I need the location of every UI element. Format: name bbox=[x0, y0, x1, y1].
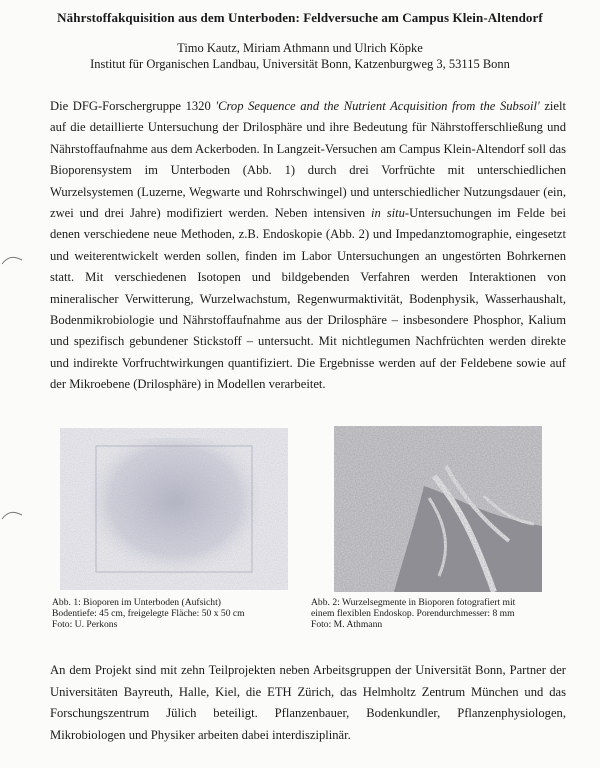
figure-1-caption-line-3: Foto: U. Perkons bbox=[52, 619, 118, 630]
figure-2-caption-line-1: Abb. 2: Wurzelsegmente in Bioporen fotografiert mit bbox=[311, 597, 516, 608]
figure-2-caption-line-3: Foto: M. Athmann bbox=[311, 619, 383, 630]
figure-1-caption bbox=[52, 597, 302, 630]
figure-biopores-photo bbox=[60, 428, 288, 590]
scan-artifact-mark bbox=[0, 505, 24, 525]
author-block bbox=[30, 40, 570, 72]
affiliation-line: Institut für Organischen Landbau, Universität Bonn, Katzenburgweg 3, 53115 Bonn bbox=[90, 57, 510, 71]
in-situ-term: in situ bbox=[371, 206, 405, 221]
authors-line: Timo Kautz, Miriam Athmann und Ulrich Köpke bbox=[177, 41, 423, 55]
figure-1-caption-line-2: Bodentiefe: 45 cm, freigelegte Fläche: 50 x 50 cm bbox=[52, 608, 245, 619]
scan-artifact-mark bbox=[0, 250, 24, 270]
closing-paragraph bbox=[50, 660, 566, 746]
biopores-photo-image bbox=[60, 428, 288, 590]
insitu-rest: -Untersuchungen im Felde bei denen verschiedene neue Methoden, z.B. Endoskopie (Abb. 2) und Impedanztomographie, eingesetzt und weiterentwickelt werden sollen, finden im Labor Untersuchungen an ungestörten Bohrkernen statt. Mit verschiedenen Isotopen und bildgebenden Verfahren werden Interaktionen von mineralischer Verwitterung, Wurzelwachstum, Regenwurmaktivität, Bodenphysik, Wasserhaushalt, Bodenmikrobiologie und Nährstoffaufnahme aus der Drilosphäre – insbesondere Phosphor, Kalium und spezifisch gebundener Stickstoff – untersucht. Mit nichtlegumen Nachfrüchten werden direkte und indirekte Vorfruchtwirkungen quantifiziert. Die Ergebnisse werden auf der Feldebene sowie auf der Mikroebene (Drilosphäre) in Modellen verarbeitet. bbox=[50, 206, 567, 392]
figure-endoscope-photo bbox=[334, 426, 542, 592]
intro-prefix: Die DFG-Forschergruppe 1320 bbox=[50, 99, 216, 113]
intro-project-title: 'Crop Sequence and the Nutrient Acquisition from the Subsoil' bbox=[215, 99, 540, 113]
endoscope-photo-image bbox=[334, 426, 542, 592]
closing-text: An dem Projekt sind mit zehn Teilprojekten neben Arbeitsgruppen der Universität Bonn, Partner der Universitäten Bayreuth, Halle, Kiel, die ETH Zürich, das Helmholtz Zentrum München und das Forschungszentrum Jülich beteiligt. Pflanzenbauer, Bodenkundler, Pflanzenphysiologen, Mikrobiologen und Physiker arbeiten dabei interdisziplinär. bbox=[50, 663, 566, 742]
figure-2-caption-line-2: einem flexiblen Endoskop. Porendurchmesser: 8 mm bbox=[311, 608, 515, 619]
intro-rest: zielt auf die detaillierte Untersuchung der Drilosphäre und ihre Bedeutung für Nährstofferschließung und Nährstoffaufnahme aus dem Ackerboden. In Langzeit-Versuchen am Campus Klein-Altendorf soll das Bioporensystem im Unterboden (Abb. 1) durch drei Vorfrüchte mit unterschiedlichen Wurzelsystemen (Luzerne, Wegwarte und Rohrschwingel) und unterschiedlicher Nutzungsdauer (ein, zwei und drei Jahre) modifiziert werden. Neben intensiven bbox=[50, 99, 567, 221]
figure-2-caption bbox=[311, 597, 581, 630]
document-title: Nährstoffakquisition aus dem Unterboden: Feldversuche am Campus Klein-Altendorf bbox=[57, 10, 543, 25]
main-paragraph bbox=[50, 96, 566, 396]
figure-1-caption-line-1: Abb. 1: Bioporen im Unterboden (Aufsicht) bbox=[52, 597, 221, 608]
